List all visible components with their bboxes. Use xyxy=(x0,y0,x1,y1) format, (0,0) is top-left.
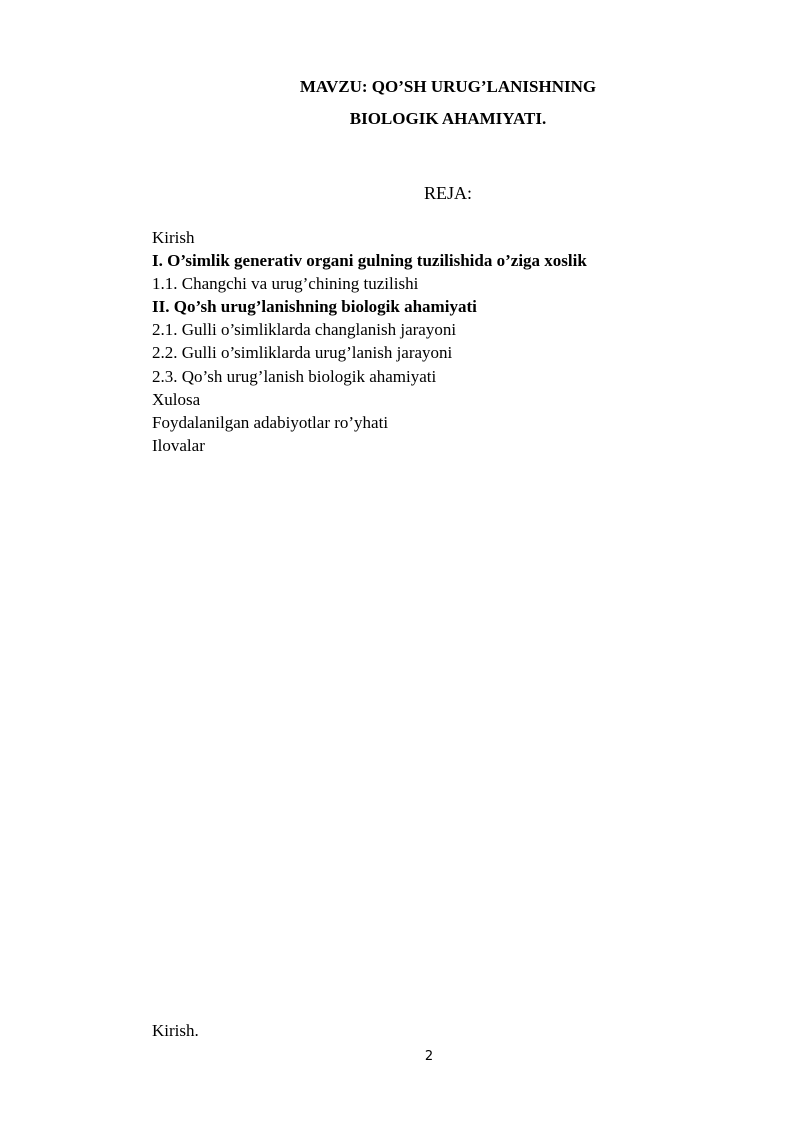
toc-item-introduction: Kirish xyxy=(152,228,195,247)
toc-section-1-1: 1.1. Changchi va urug’chining tuzilishi xyxy=(152,274,419,294)
page-number: 2 xyxy=(424,1049,434,1064)
toc-section-2-3: 2.3. Qo’sh urug’lanish biologik ahamiyati xyxy=(152,366,437,386)
toc-section-2-2: 2.2. Gulli o’simliklarda urug’lanish jarayoni xyxy=(152,343,453,363)
plan-heading: REJA: xyxy=(423,183,472,203)
toc-chapter-1: I. O’simlik generativ organi gulning tuzilishida o’ziga xoslik xyxy=(152,251,587,271)
toc-chapter-2: II. Qo’sh urug’lanishning biologik ahamiyati xyxy=(152,297,477,317)
toc-item-references: Foydalanilgan adabiyotlar ro’yhati xyxy=(152,412,389,432)
toc-item-appendices: Ilovalar xyxy=(152,435,205,455)
document-title-line-2: BIOLOGIK AHAMIYATI. xyxy=(349,109,547,128)
document-title-line-1: MAVZU: QO’SH URUG’LANISHNING xyxy=(299,77,597,96)
toc-section-2-1: 2.1. Gulli o’simliklarda changlanish jarayoni xyxy=(152,320,457,340)
toc-item-conclusion: Xulosa xyxy=(152,389,201,409)
table-of-contents xyxy=(152,226,752,457)
introduction-heading: Kirish. xyxy=(152,1021,199,1040)
